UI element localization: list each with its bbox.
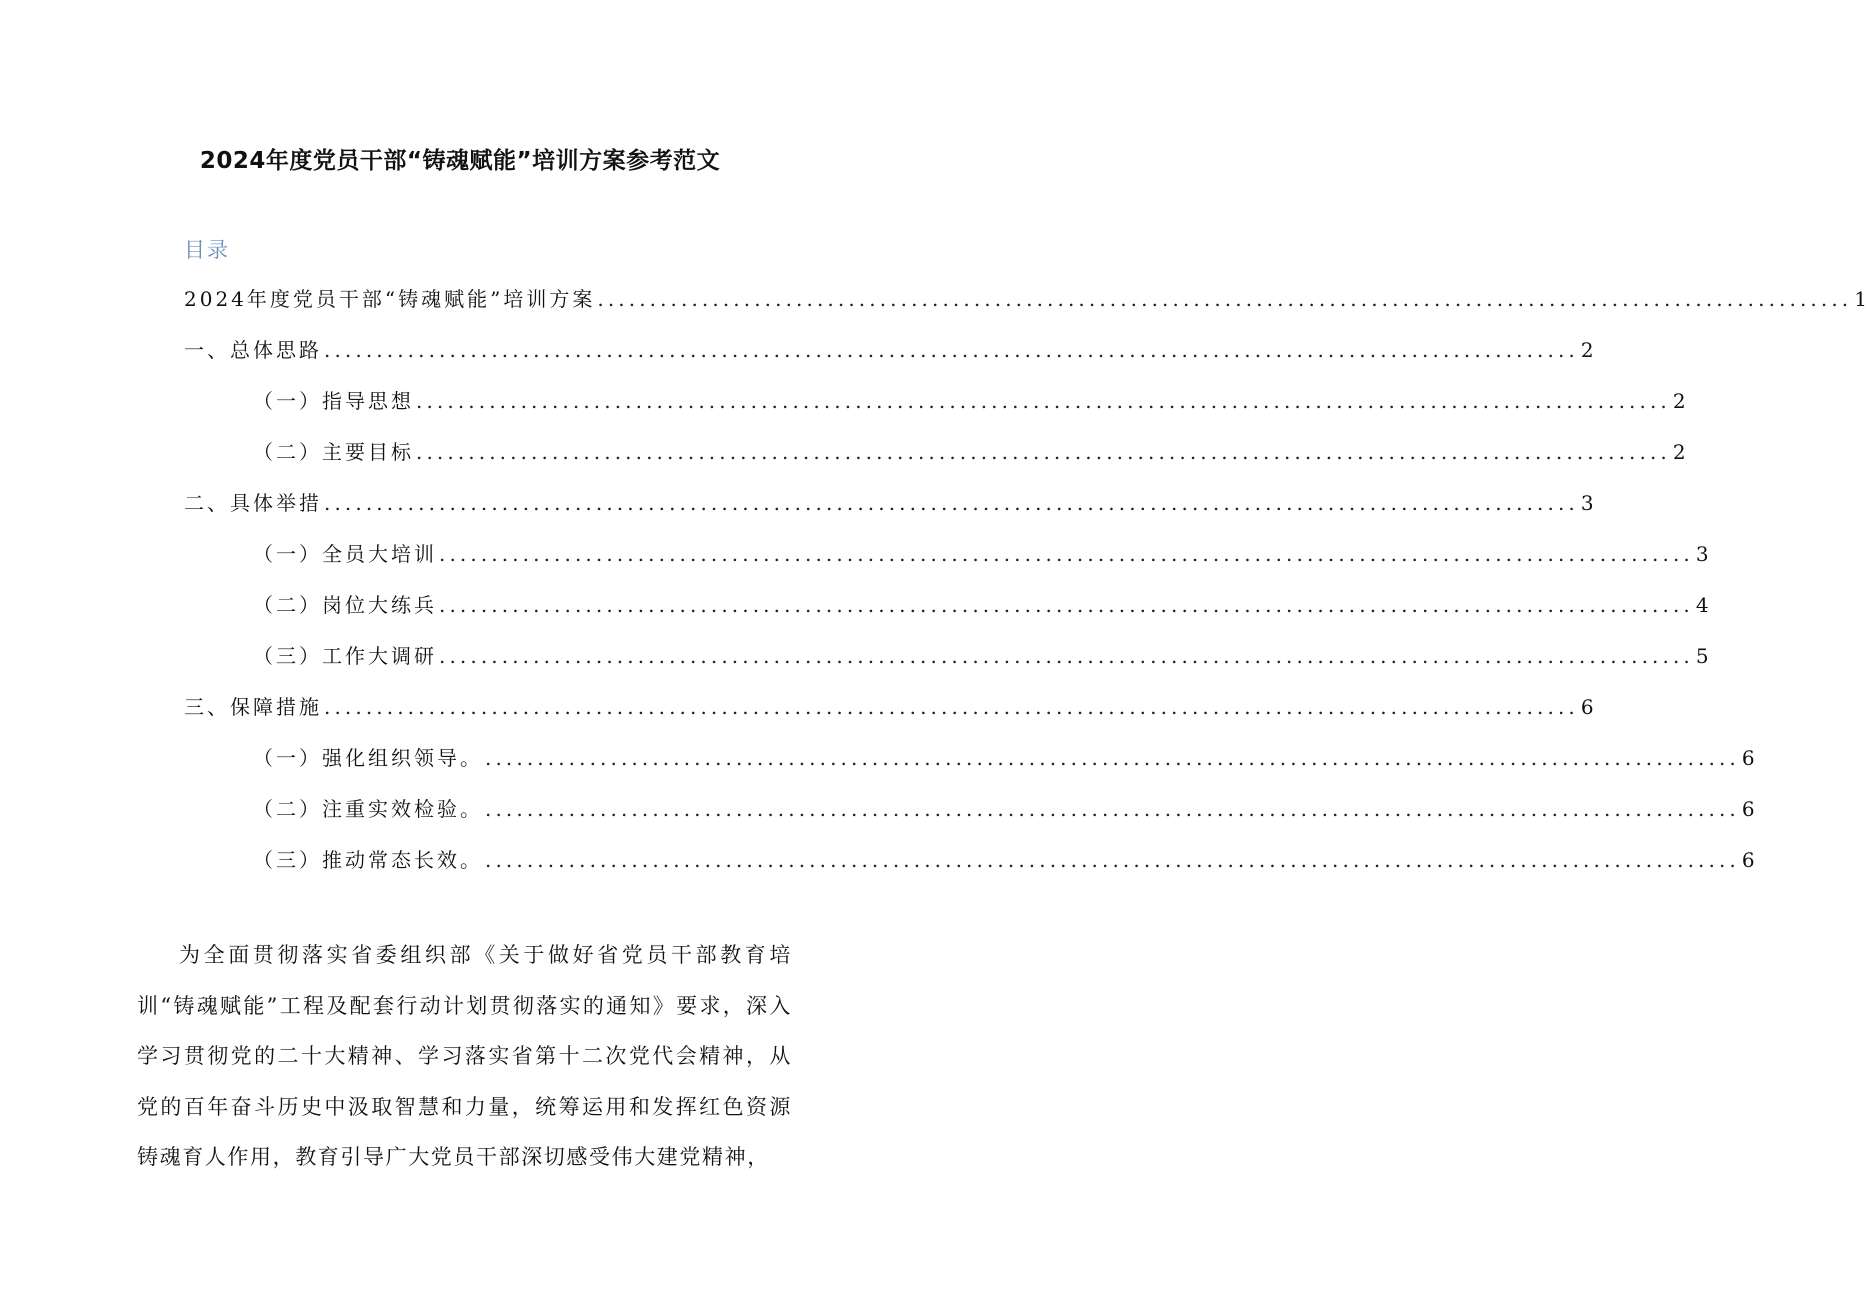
toc-entry-page-number: 2 [1580,338,1594,362]
toc-entry-page-number: 6 [1741,848,1755,872]
toc-leader-dots: ........................................................................................................................ [324,695,1579,719]
toc-entry-label: （三）工作大调研 [253,644,437,668]
toc-entry[interactable] [253,539,1709,569]
document-title: 2024年度党员干部“铸魂赋能”培训方案参考范文 [199,148,721,174]
toc-entry[interactable] [184,284,1867,314]
body-paragraph: 为全面贯彻落实省委组织部《关于做好省党员干部教育培训“铸魂赋能”工程及配套行动计划贯彻落实的通知》要求，深入学习贯彻党的二十大精神、学习落实省第十二次党代会精神，从党的百年奋斗历史中汲取智慧和力量，统筹运用和发挥红色资源铸魂育人作用，教育引导广大党员干部深切感受伟大建党精神， [137,943,792,1169]
toc-entry[interactable] [184,335,1594,365]
toc-entry-page-number: 3 [1695,542,1709,566]
toc-entry-page-number: 2 [1672,440,1686,464]
toc-entry[interactable] [253,794,1755,824]
toc-entry-label: （一）强化组织领导。 [253,746,483,770]
toc-entry-page-number: 3 [1580,491,1594,515]
toc-entry-label: 一、总体思路 [184,338,322,362]
toc-entry[interactable] [184,488,1594,518]
toc-entry-label: 三、保障措施 [184,695,322,719]
toc-leader-dots: ........................................................................................................................ [439,542,1694,566]
toc-leader-dots: ........................................................................................................................ [324,338,1579,362]
toc-entry-label: （二）岗位大练兵 [253,593,437,617]
toc-entry-label: （二）主要目标 [253,440,414,464]
toc-entry-label: （三）推动常态长效。 [253,848,483,872]
toc-entry-page-number: 4 [1695,593,1709,617]
toc-leader-dots: ........................................................................................................................ [485,848,1740,872]
toc-leader-dots: ........................................................................................................................ [324,491,1579,515]
toc-leader-dots: ........................................................................................................................ [416,440,1671,464]
toc-entry-label: （一）指导思想 [253,389,414,413]
toc-leader-dots: ........................................................................................................................ [439,593,1694,617]
toc-leader-dots: ........................................................................................................................ [439,644,1694,668]
toc-entry[interactable] [253,845,1755,875]
toc-entry-page-number: 1 [1854,287,1867,311]
toc-entry-label: 2024年度党员干部“铸魂赋能”培训方案 [184,287,596,311]
toc-entry-label: 二、具体举措 [184,491,322,515]
toc-leader-dots: ........................................................................................................................ [485,797,1740,821]
toc-entry[interactable] [253,437,1686,467]
toc-entry-page-number: 6 [1741,797,1755,821]
toc-entry[interactable] [253,386,1686,416]
toc-leader-dots: ........................................................................................................................ [416,389,1671,413]
toc-heading: 目录 [184,238,230,262]
toc-leader-dots: ........................................................................................................................ [597,287,1853,311]
toc-entry[interactable] [253,590,1709,620]
toc-entry-label: （二）注重实效检验。 [253,797,483,821]
toc-entry-page-number: 6 [1580,695,1594,719]
toc-leader-dots: ........................................................................................................................ [485,746,1740,770]
toc-entry-page-number: 5 [1695,644,1709,668]
toc-entry[interactable] [253,641,1709,671]
toc-entry[interactable] [184,692,1594,722]
toc-entry[interactable] [253,743,1755,773]
toc-entry-page-number: 2 [1672,389,1686,413]
toc-entry-label: （一）全员大培训 [253,542,437,566]
toc-entry-page-number: 6 [1741,746,1755,770]
